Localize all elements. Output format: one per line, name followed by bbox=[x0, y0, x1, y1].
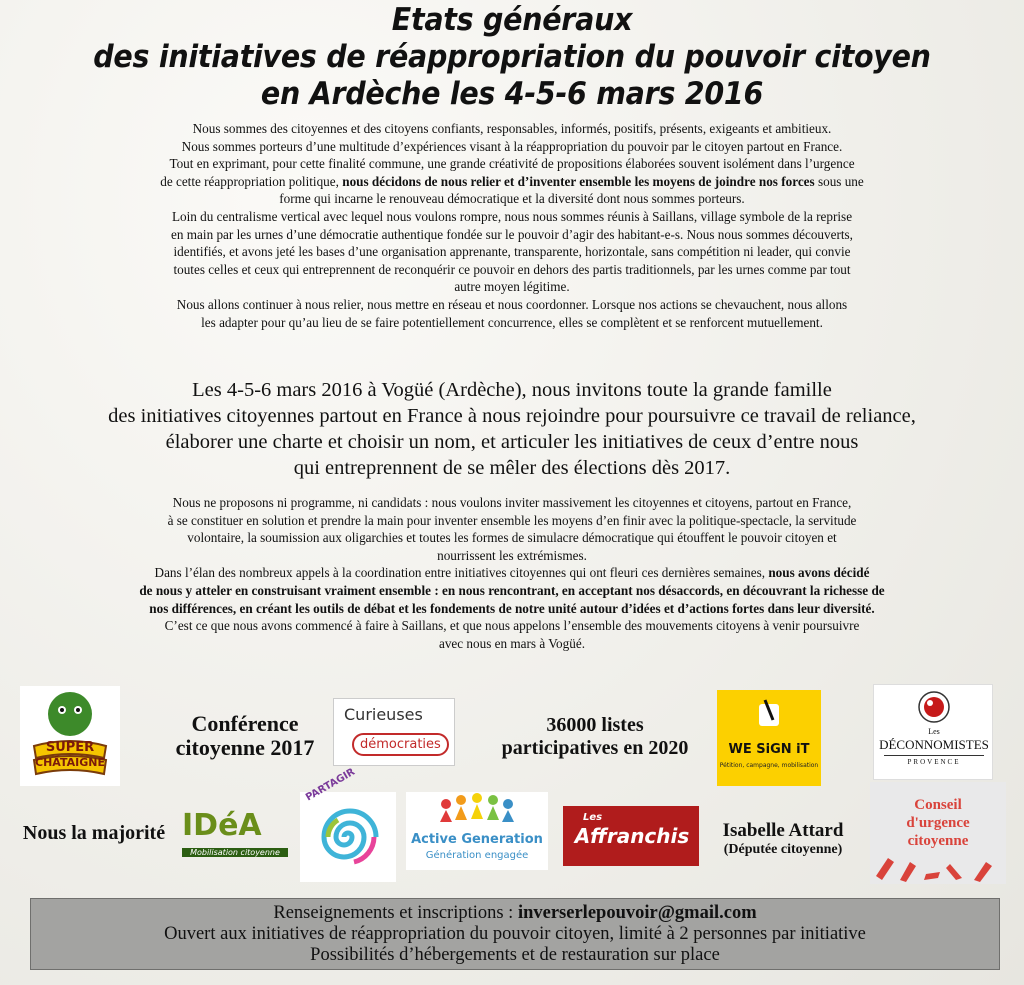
les-affranchis-logo bbox=[563, 806, 699, 866]
intro-line: Tout en exprimant, pour cette finalité commune, une grande créativité de propositions élaborées souvent isolément dans l’urgence bbox=[169, 156, 855, 172]
intro-line: Loin du centralisme vertical avec lequel nous voulons rompre, nous nous sommes réunis à Saillans, village symbole de la reprise bbox=[171, 208, 853, 224]
invite-line: qui entreprennent de se mêler des élections dès 2017. bbox=[293, 457, 731, 479]
curieuses-democraties-logo bbox=[333, 698, 455, 766]
footer-line-2: Ouvert aux initiatives de réappropriation du pouvoir citoyen, limité à 2 personnes par initiative bbox=[164, 924, 866, 944]
deconnomistes-divider bbox=[884, 755, 984, 756]
conference-line-2: citoyenne 2017 bbox=[175, 735, 315, 760]
footer-info-box bbox=[30, 898, 1000, 970]
body-line-part: Dans l’élan des nombreux appels à la coordination entre initiatives citoyennes qui ont fleuri ces dernières semaines, bbox=[154, 565, 769, 581]
body-line: à se constituer en solution et prendre la main pour inventer ensemble les moyens d’en finir avec la politique-spectacle, la servitude bbox=[167, 512, 857, 528]
deconnomistes-text-3: PROVENCE bbox=[907, 758, 961, 766]
affranchis-text-1: Les bbox=[583, 812, 603, 823]
conference-line-1: Conférence bbox=[191, 711, 299, 736]
body-highlight: nos différences, en créant les outils de débat et les fondements de notre unité autour d’idées et d’actions fortes dans leur diversité. bbox=[149, 600, 875, 616]
body-line: nourrissent les extrémismes. bbox=[437, 547, 587, 563]
invitation-text bbox=[0, 377, 1024, 481]
isabelle-attard-label bbox=[698, 820, 868, 858]
active-generation-subtitle: Génération engagée bbox=[425, 850, 529, 861]
intro-line: Nous sommes des citoyennes et des citoyens confiants, responsables, informés, positifs, présents, exigeants et ambitieux. bbox=[192, 121, 832, 136]
intro-line: en main par les urnes d’une démocratie authentique fondée sur le pouvoir d’agir des habitant-e-s. Nous nous sommes découverts, bbox=[171, 226, 853, 242]
invite-line: Les 4-5-6 mars 2016 à Vogüé (Ardèche), nous invitons toute la grande famille bbox=[192, 379, 832, 401]
intro-highlight: nous décidons de nous relier et d’inventer ensemble les moyens de joindre nos forces bbox=[342, 173, 815, 189]
footer-email-link[interactable]: inverserlepouvoir@gmail.com bbox=[517, 903, 757, 923]
affranchis-text-2: Affranchis bbox=[574, 824, 690, 848]
deconnomistes-text-2: DÉCONNOMISTES bbox=[879, 737, 989, 752]
target-icon bbox=[874, 685, 994, 725]
listes-label bbox=[470, 714, 720, 760]
nous-la-majorite-label: Nous la majorité bbox=[22, 822, 166, 844]
conseil-line-1: Conseil bbox=[914, 797, 962, 813]
partagir-logo bbox=[300, 766, 396, 882]
super-chataigne-text-1: SUPER bbox=[45, 740, 95, 755]
invite-line: des initiatives citoyennes partout en France à nous rejoindre pour poursuivre ce travail de reliance, bbox=[108, 405, 916, 427]
title-line-3: en Ardèche les 4-5-6 mars 2016 bbox=[260, 76, 764, 112]
conseil-urgence-logo bbox=[870, 782, 1006, 884]
body-line bbox=[0, 582, 1024, 600]
body-line: avec nous en mars à Vogüé. bbox=[438, 635, 585, 651]
conseil-text bbox=[870, 796, 1006, 850]
idea-logo bbox=[180, 808, 292, 864]
title-line-1: Etats généraux bbox=[391, 2, 633, 38]
idea-subtitle: Mobilisation citoyenne bbox=[182, 848, 288, 857]
intro-line: identifiés, et avons jeté les bases d’une organisation apprenante, transparente, horizontale, sans compétition ni leader, qui convie bbox=[173, 244, 851, 260]
deconnomistes-text-1: Les bbox=[928, 727, 940, 736]
we-sign-it-logo bbox=[717, 690, 821, 786]
chestnut-icon bbox=[20, 686, 120, 786]
people-icon bbox=[406, 792, 548, 828]
partagir-text: PARTAGIR bbox=[304, 766, 357, 804]
page-title bbox=[41, 2, 983, 113]
invite-line: élaborer une charte et choisir un nom, et articuler les initiatives de ceux d’entre nous bbox=[165, 431, 859, 453]
intro-line: les adapter pour qu’au lieu de se faire potentiellement concurrence, elles se complètent et se renforcent mutuellement. bbox=[201, 314, 823, 330]
super-chataigne-logo bbox=[20, 686, 120, 786]
spiral-icon bbox=[300, 792, 396, 882]
curieuses-text: Curieuses bbox=[344, 705, 423, 724]
proposal-text bbox=[0, 494, 1024, 652]
pen-hands-icon bbox=[717, 690, 821, 740]
body-highlight: nous avons décidé bbox=[768, 565, 870, 581]
footer-line-3: Possibilités d’hébergements et de restauration sur place bbox=[310, 945, 720, 965]
footer-line-1 bbox=[31, 903, 999, 924]
footer-contact-label: Renseignements et inscriptions : bbox=[273, 903, 518, 923]
intro-line: Nous sommes porteurs d’une multitude d’expériences visant à la réappropriation du pouvoir par le citoyen partout en France. bbox=[181, 138, 843, 154]
intro-line: forme qui incarne le renouveau démocratique et la diversité dont nous sommes porteurs. bbox=[279, 191, 745, 207]
body-line bbox=[0, 600, 1024, 618]
body-line bbox=[0, 564, 1024, 582]
intro-line bbox=[0, 173, 1024, 191]
body-line: volontaire, la soumission aux oligarchies et toutes les formes de simulacre démocratique qui étouffent le pouvoir citoyen et bbox=[187, 530, 837, 546]
we-sign-it-subtitle: Pétition, campagne, mobilisation bbox=[719, 762, 819, 769]
attard-role: (Députée citoyenne) bbox=[723, 842, 843, 857]
attard-name: Isabelle Attard bbox=[722, 820, 844, 841]
intro-line: autre moyen légitime. bbox=[454, 279, 570, 295]
listes-line-1: 36000 listes bbox=[546, 714, 644, 736]
we-sign-it-text: WE SiGN iT bbox=[728, 742, 810, 757]
body-line: C’est ce que nous avons commencé à faire à Saillans, et que nous appelons l’ensemble des mouvements citoyens à venir poursuivre bbox=[164, 618, 860, 634]
title-line-2: des initiatives de réappropriation du pouvoir citoyen bbox=[93, 39, 931, 75]
intro-line-part: sous une bbox=[814, 173, 864, 189]
intro-line-part: de cette réappropriation politique, bbox=[160, 173, 343, 189]
conference-label bbox=[150, 712, 340, 760]
listes-line-2: participatives en 2020 bbox=[501, 737, 689, 759]
intro-line: Nous allons continuer à nous relier, nous mettre en réseau et nous coordonner. Lorsque nos actions se chevauchent, nous allons bbox=[176, 296, 848, 312]
intro-text bbox=[0, 120, 1024, 331]
body-line: Nous ne proposons ni programme, ni candidats : nous voulons inviter massivement les citoyennes et citoyens, partout en France, bbox=[172, 495, 852, 510]
democraties-text: démocraties bbox=[352, 733, 449, 756]
active-generation-text: Active Generation bbox=[411, 832, 543, 847]
body-highlight: de nous y atteler en construisant vraiment ensemble : en nous rencontrant, en acceptant nos désaccords, en découvrant la richesse de bbox=[139, 582, 885, 598]
conseil-line-2: d'urgence bbox=[906, 815, 970, 831]
active-generation-logo bbox=[406, 792, 548, 870]
super-chataigne-text-2: CHÂTAIGNE bbox=[35, 756, 105, 769]
intro-line: toutes celles et ceux qui entreprennent de reconquérir ce pouvoir en dehors des partis traditionnels, par les urnes comme par tout bbox=[173, 261, 851, 277]
idea-text: IDéA bbox=[182, 808, 262, 843]
stripes-icon bbox=[870, 852, 1006, 882]
conseil-line-3: citoyenne bbox=[907, 833, 969, 849]
deconnomistes-logo bbox=[873, 684, 993, 780]
